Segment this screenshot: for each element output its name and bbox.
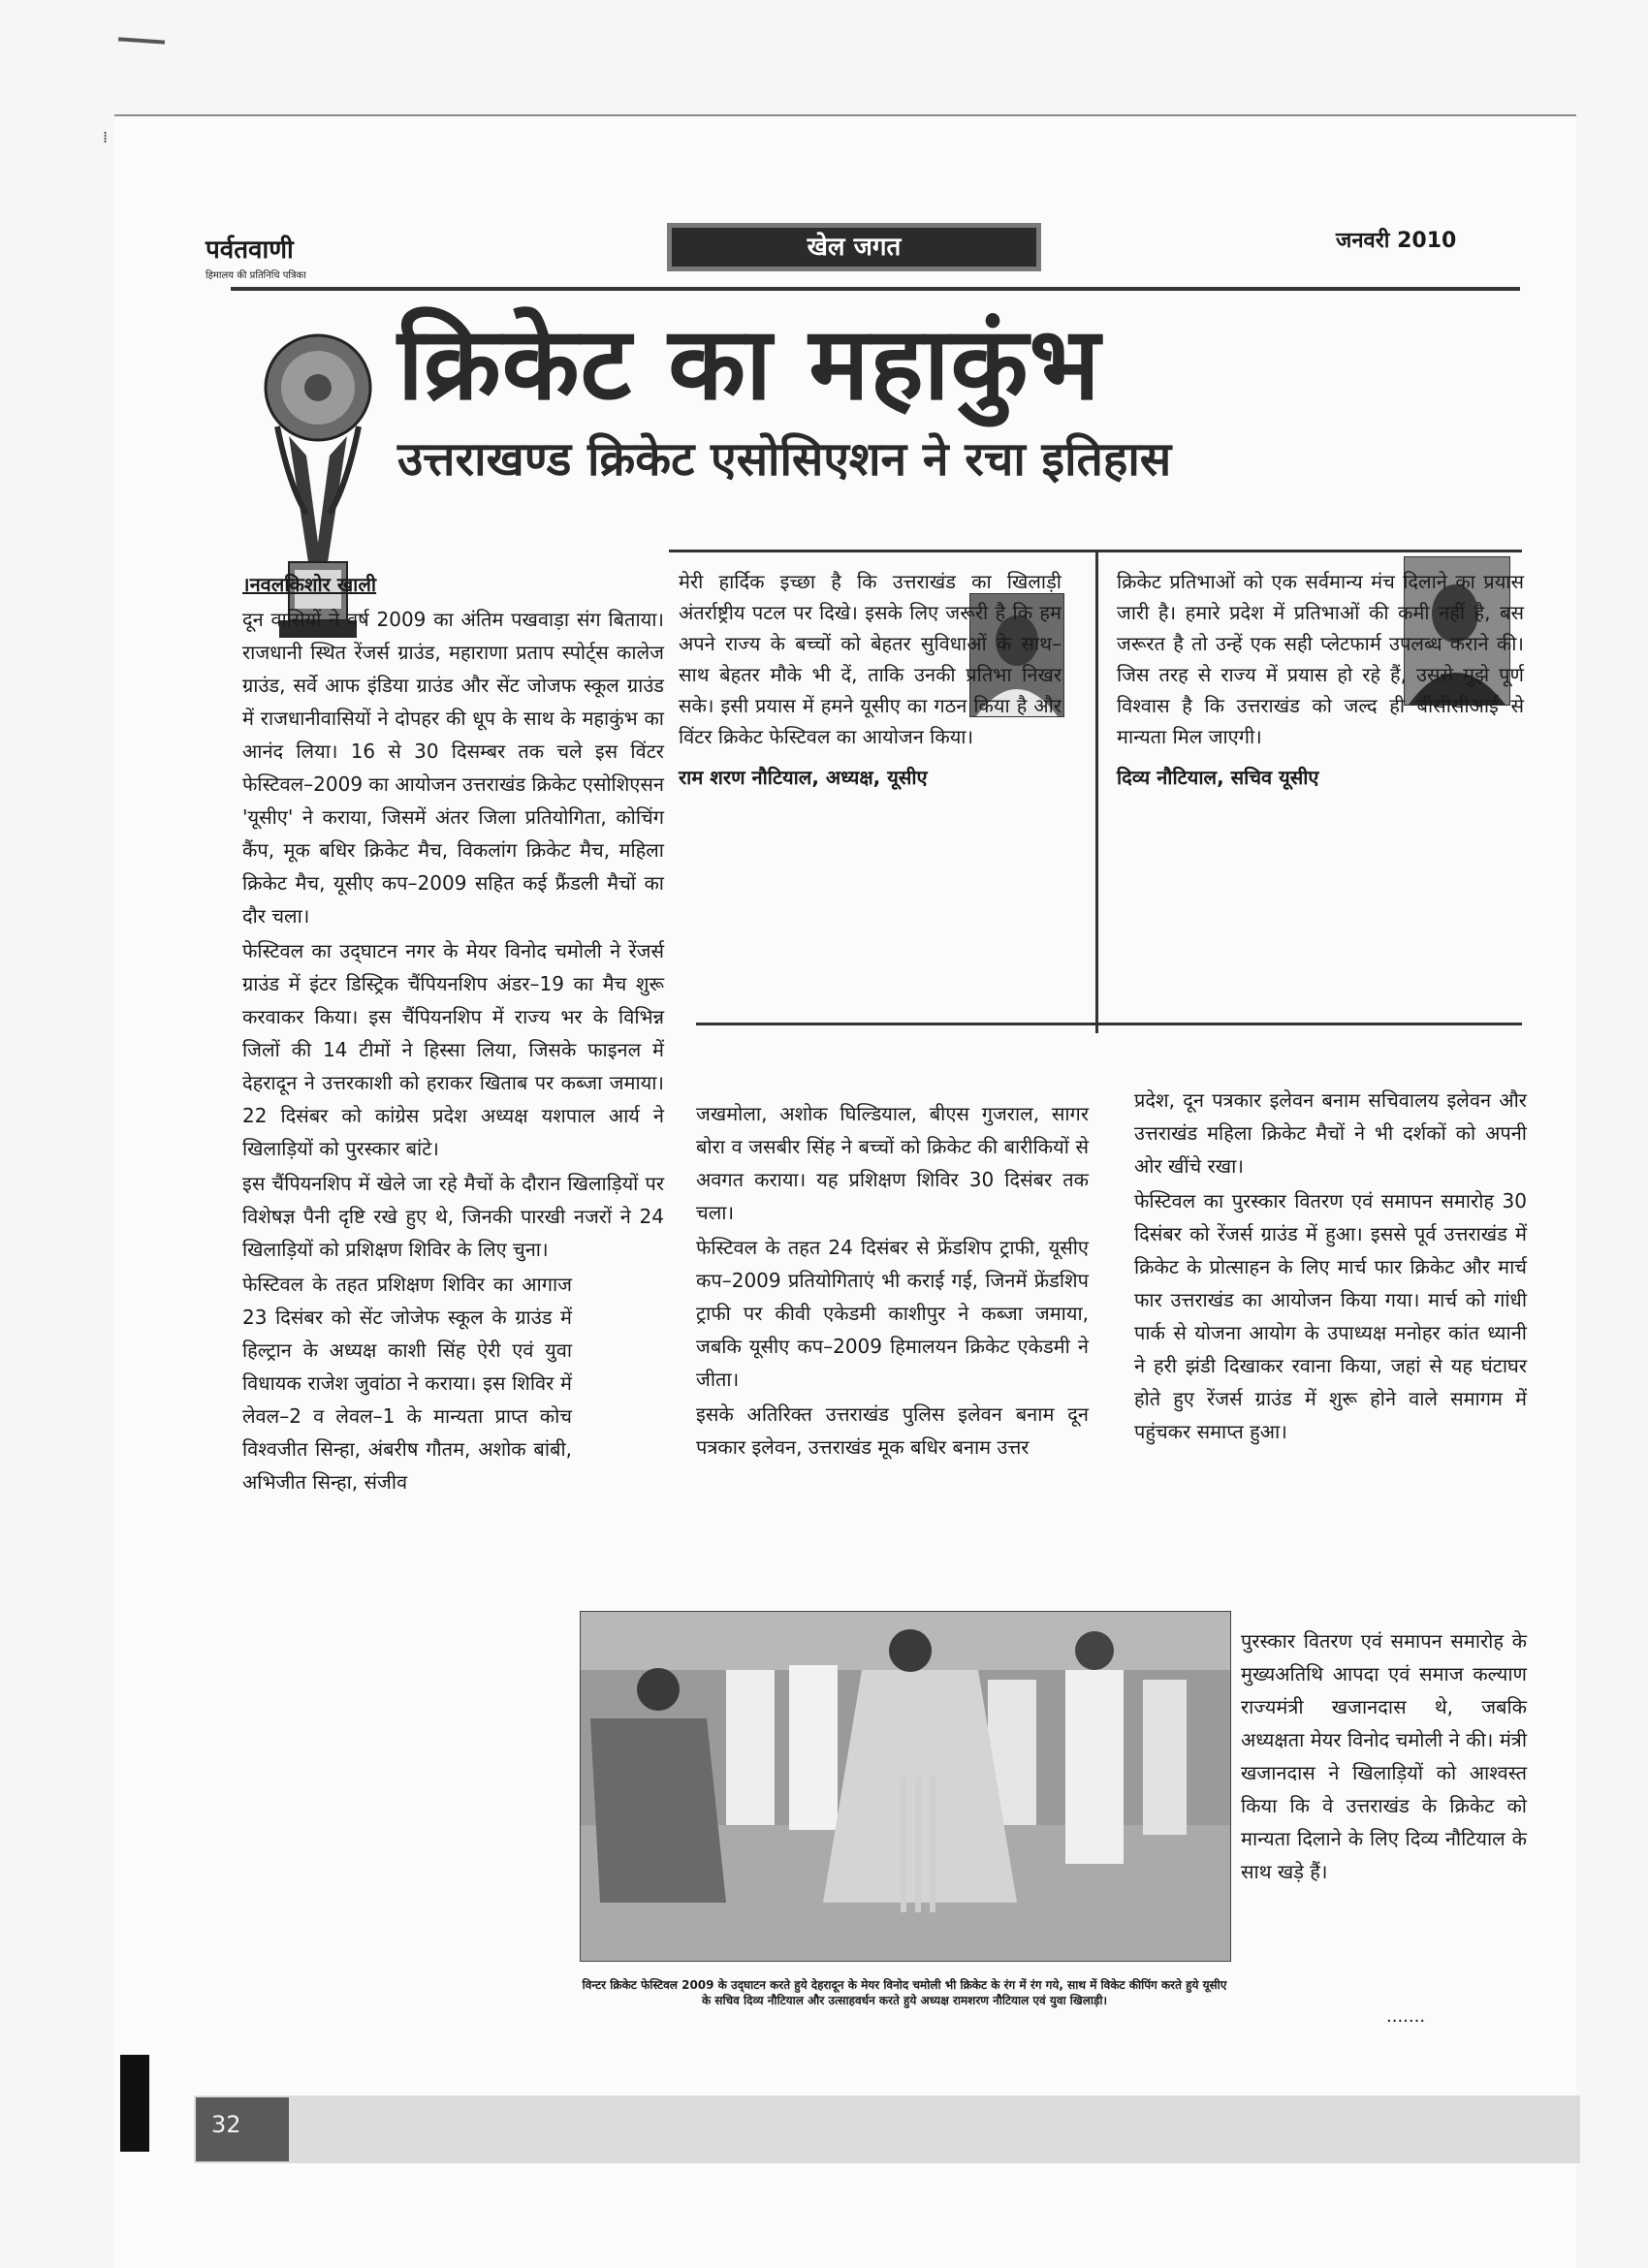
quote-attribution: राम शरण नौटियाल, अध्यक्ष, यूसीए <box>679 766 928 789</box>
quote-president <box>679 566 1062 793</box>
paragraph: प्रदेश, दून पत्रकार इलेवन बनाम सचिवालय इलेवन और उत्तराखंड महिला क्रिकेट मैचों ने भी दर्शकों को अपनी ओर खींचे रखा। <box>1134 1088 1527 1178</box>
masthead <box>206 231 306 281</box>
photo-caption: विन्टर क्रिकेट फेस्टिवल 2009 के उद्‌घाटन करते हुये देहरादून के मेयर विनोद चमोली भी क्रिकेट के रंग में रंग गये, साथ में विकेट कीपिंग करते हुये यूसीए के सचिव दिव्य नौटियाल और उत्साहवर्धन करते हुये अध्यक्ष रामशरण नौटियाल एवं युवा खिलाड़ी। <box>582 1978 1227 2007</box>
scan-edge-mark: ⁞ <box>103 128 109 146</box>
subheadline: उत्तराखण्ड क्रिकेट एसोसिएशन ने रचा इतिहास <box>397 432 1172 487</box>
page-number: 32 <box>211 2111 241 2138</box>
quote-attribution: दिव्य नौटियाल, सचिव यूसीए <box>1117 766 1319 789</box>
paragraph: पुरस्कार वितरण एवं समापन समारोह के मुख्यअतिथि आपदा एवं समाज कल्याण राज्यमंत्री खजानदास थे, जबकि अध्यक्षता मेयर विनोद चमोली ने की। मंत्री खजानदास ने खिलाड़ियों को आश्वस्त किया कि वे उत्तराखंड के क्रिकेट को मान्यता दिलाने के लिए दिव्य नौटियाल के साथ खड़े हैं। <box>1241 1629 1527 1883</box>
quote-secretary <box>1117 566 1524 793</box>
header-rule <box>231 287 1520 291</box>
page-number-box <box>196 2097 289 2161</box>
magazine-tagline: हिमालय की प्रतिनिधि पत्रिका <box>206 270 306 281</box>
issue-date: जनवरी 2010 <box>1336 229 1457 253</box>
quote-text: मेरी हार्दिक इच्छा है कि उत्तराखंड का खिलाड़ी अंतर्राष्ट्रीय पटल पर दिखे। इसके लिए जरूरी है कि हम अपने राज्य के बच्चों को बेहतर सुविधाओं के साथ–साथ बेहतर मौके भी दें, ताकि उनकी प्रतिभा निखर सके। इसी प्रयास में हमने यूसीए का गठन किया है और विंटर क्रिकेट फेस्टिवल का आयोजन किया। <box>679 570 1062 748</box>
quote-box-divider <box>1095 552 1098 1033</box>
event-photo <box>580 1611 1231 1962</box>
article-column-3-continued <box>1241 1624 1527 1890</box>
paragraph: दून वासियों ने वर्ष 2009 का अंतिम पखवाड़ा संग बिताया। राजधानी स्थित रेंजर्स ग्राउंड, महाराणा प्रताप स्पोर्ट्स कालेज ग्राउंड, सर्वे आफ इंडिया ग्राउंड और सेंट जोजफ स्कूल ग्राउंड में राजधानीवासियों ने दोपहर की धूप के साथ के महाकुंभ का आनंद लिया। 16 से 30 दिसम्बर तक चले इस विंटर फेस्टिवल–2009 का आयोजन उत्तराखंड क्रिकेट एसोशिएसन 'यूसीए' ने कराया, जिसमें अंतर जिला प्रतियोगिता, कोचिंग कैंप, मूक बधिर क्रिकेट मैच, विकलांग क्रिकेट मैच, महिला क्रिकेट मैच, यूसीए कप–2009 सहित कई फ्रैंडली मैचों का दौर चला। <box>242 608 664 928</box>
article-column-3 <box>1134 1084 1527 1450</box>
article-column-1 <box>242 568 664 1500</box>
paragraph: फेस्टिवल का पुरस्कार वितरण एवं समापन समारोह 30 दिसंबर को रेंजर्स ग्राउंड में हुआ। इससे पूर्व उत्तराखंड में क्रिकेट के प्रोत्साहन के लिए मार्च फार क्रिकेट और मार्च फार उत्तराखंड का आयोजन किया गया। मार्च को गांधी पार्क से योजना आयोग के उपाध्यक्ष मनोहर कांत ध्यानी ने हरी झंडी दिखाकर रवाना किया, जहां से यह घंटाघर होते हुए रेंजर्स ग्राउंड में शुरू होने वाले समागम में पहुंचकर समाप्त हुआ। <box>1134 1189 1527 1443</box>
paragraph: जखमोला, अशोक घिल्डियाल, बीएस गुजराल, सागर बोरा व जसबीर सिंह ने बच्चों को क्रिकेट की बारीकियों से अवगत कराया। यह प्रशिक्षण शिविर 30 दिसंबर तक चला। <box>696 1102 1089 1224</box>
paragraph: फेस्टिवल के तहत प्रशिक्षण शिविर का आगाज 23 दिसंबर को सेंट जोजेफ स्कूल के ग्राउंड में हिल्ट्रान के अध्यक्ष काशी सिंह ऐरी एवं युवा विधायक राजेश जुवांठा ने कराया। इस शिविर में लेवल–2 व लेवल–1 के मान्यता प्राप्त कोच विश्वजीत सिन्हा, अंबरीष गौतम, अशोक बांबी, अभिजीत सिन्हा, संजीव <box>242 1273 572 1494</box>
quote-box-bottom-rule <box>696 1023 1522 1025</box>
byline: ।नवलकिशोर खाली <box>242 573 377 596</box>
scan-mark <box>118 37 165 44</box>
article-column-2 <box>696 1097 1089 1465</box>
paragraph: इस चैंपियनशिप में खेले जा रहे मैचों के दौरान खिलाड़ियों पर विशेषज्ञ पैनी दृष्टि रखे हुए थे, जिनकी पारखी नजरों ने 24 खिलाड़ियों को प्रशिक्षण शिविर के लिए चुना। <box>242 1172 664 1261</box>
paragraph: फेस्टिवल के तहत 24 दिसंबर से फ्रेंडशिप ट्राफी, यूसीए कप–2009 प्रतियोगिताएं भी कराई गई, जिनमें फ्रेंडशिप ट्राफी पर कीवी एकेडमी काशीपुर ने कब्जा जमाया, जबकि यूसीए कप–2009 हिमालयन क्रिकेट एकेडमी ने जीता। <box>696 1236 1089 1391</box>
paragraph: फेस्टिवल का उद्‌घाटन नगर के मेयर विनोद चमोली ने रेंजर्स ग्राउंड में इंटर डिस्ट्रिक चैंपियनशिप अंडर–19 का मैच शुरू करवाकर किया। इस चैंपियनशिप में राज्य भर के विभिन्न जिलों की 14 टीमों ने हिस्सा लिया, जिसके फाइनल में देहरादून ने उत्तरकाशी को हराकर खिताब पर कब्जा जमाया। 22 दिसंबर को कांग्रेस प्रदेश अध्यक्ष यशपाल आर्य ने खिलाड़ियों को पुरस्कार बांटे। <box>242 939 664 1160</box>
magazine-name: पर्वतवाणी <box>206 236 294 265</box>
section-label: खेल जगत <box>667 223 1041 271</box>
headline: क्रिकेट का महाकुंभ <box>397 303 1101 423</box>
end-mark: ....... <box>1386 2006 1426 2027</box>
footer-bar <box>194 2095 1580 2163</box>
paragraph: इसके अतिरिक्त उत्तराखंड पुलिस इलेवन बनाम दून पत्रकार इलेवन, उत्तराखंड मूक बधिर बनाम उत्तर <box>696 1402 1089 1459</box>
footer-edge-mark <box>120 2055 149 2152</box>
quote-text: क्रिकेट प्रतिभाओं को एक सर्वमान्य मंच दिलाने का प्रयास जारी है। हमारे प्रदेश में प्रतिभाओं की कमी नहीं है, बस जरूरत है तो उन्हें एक सही प्लेटफार्म उपलब्ध कराने की। जिस तरह से राज्य में प्रयास हो रहे हैं, उससे मुझे पूर्ण विश्वास है कि उत्तराखंड को जल्द ही बीसीसीआई से मान्यता मिल जाएगी। <box>1117 570 1524 748</box>
